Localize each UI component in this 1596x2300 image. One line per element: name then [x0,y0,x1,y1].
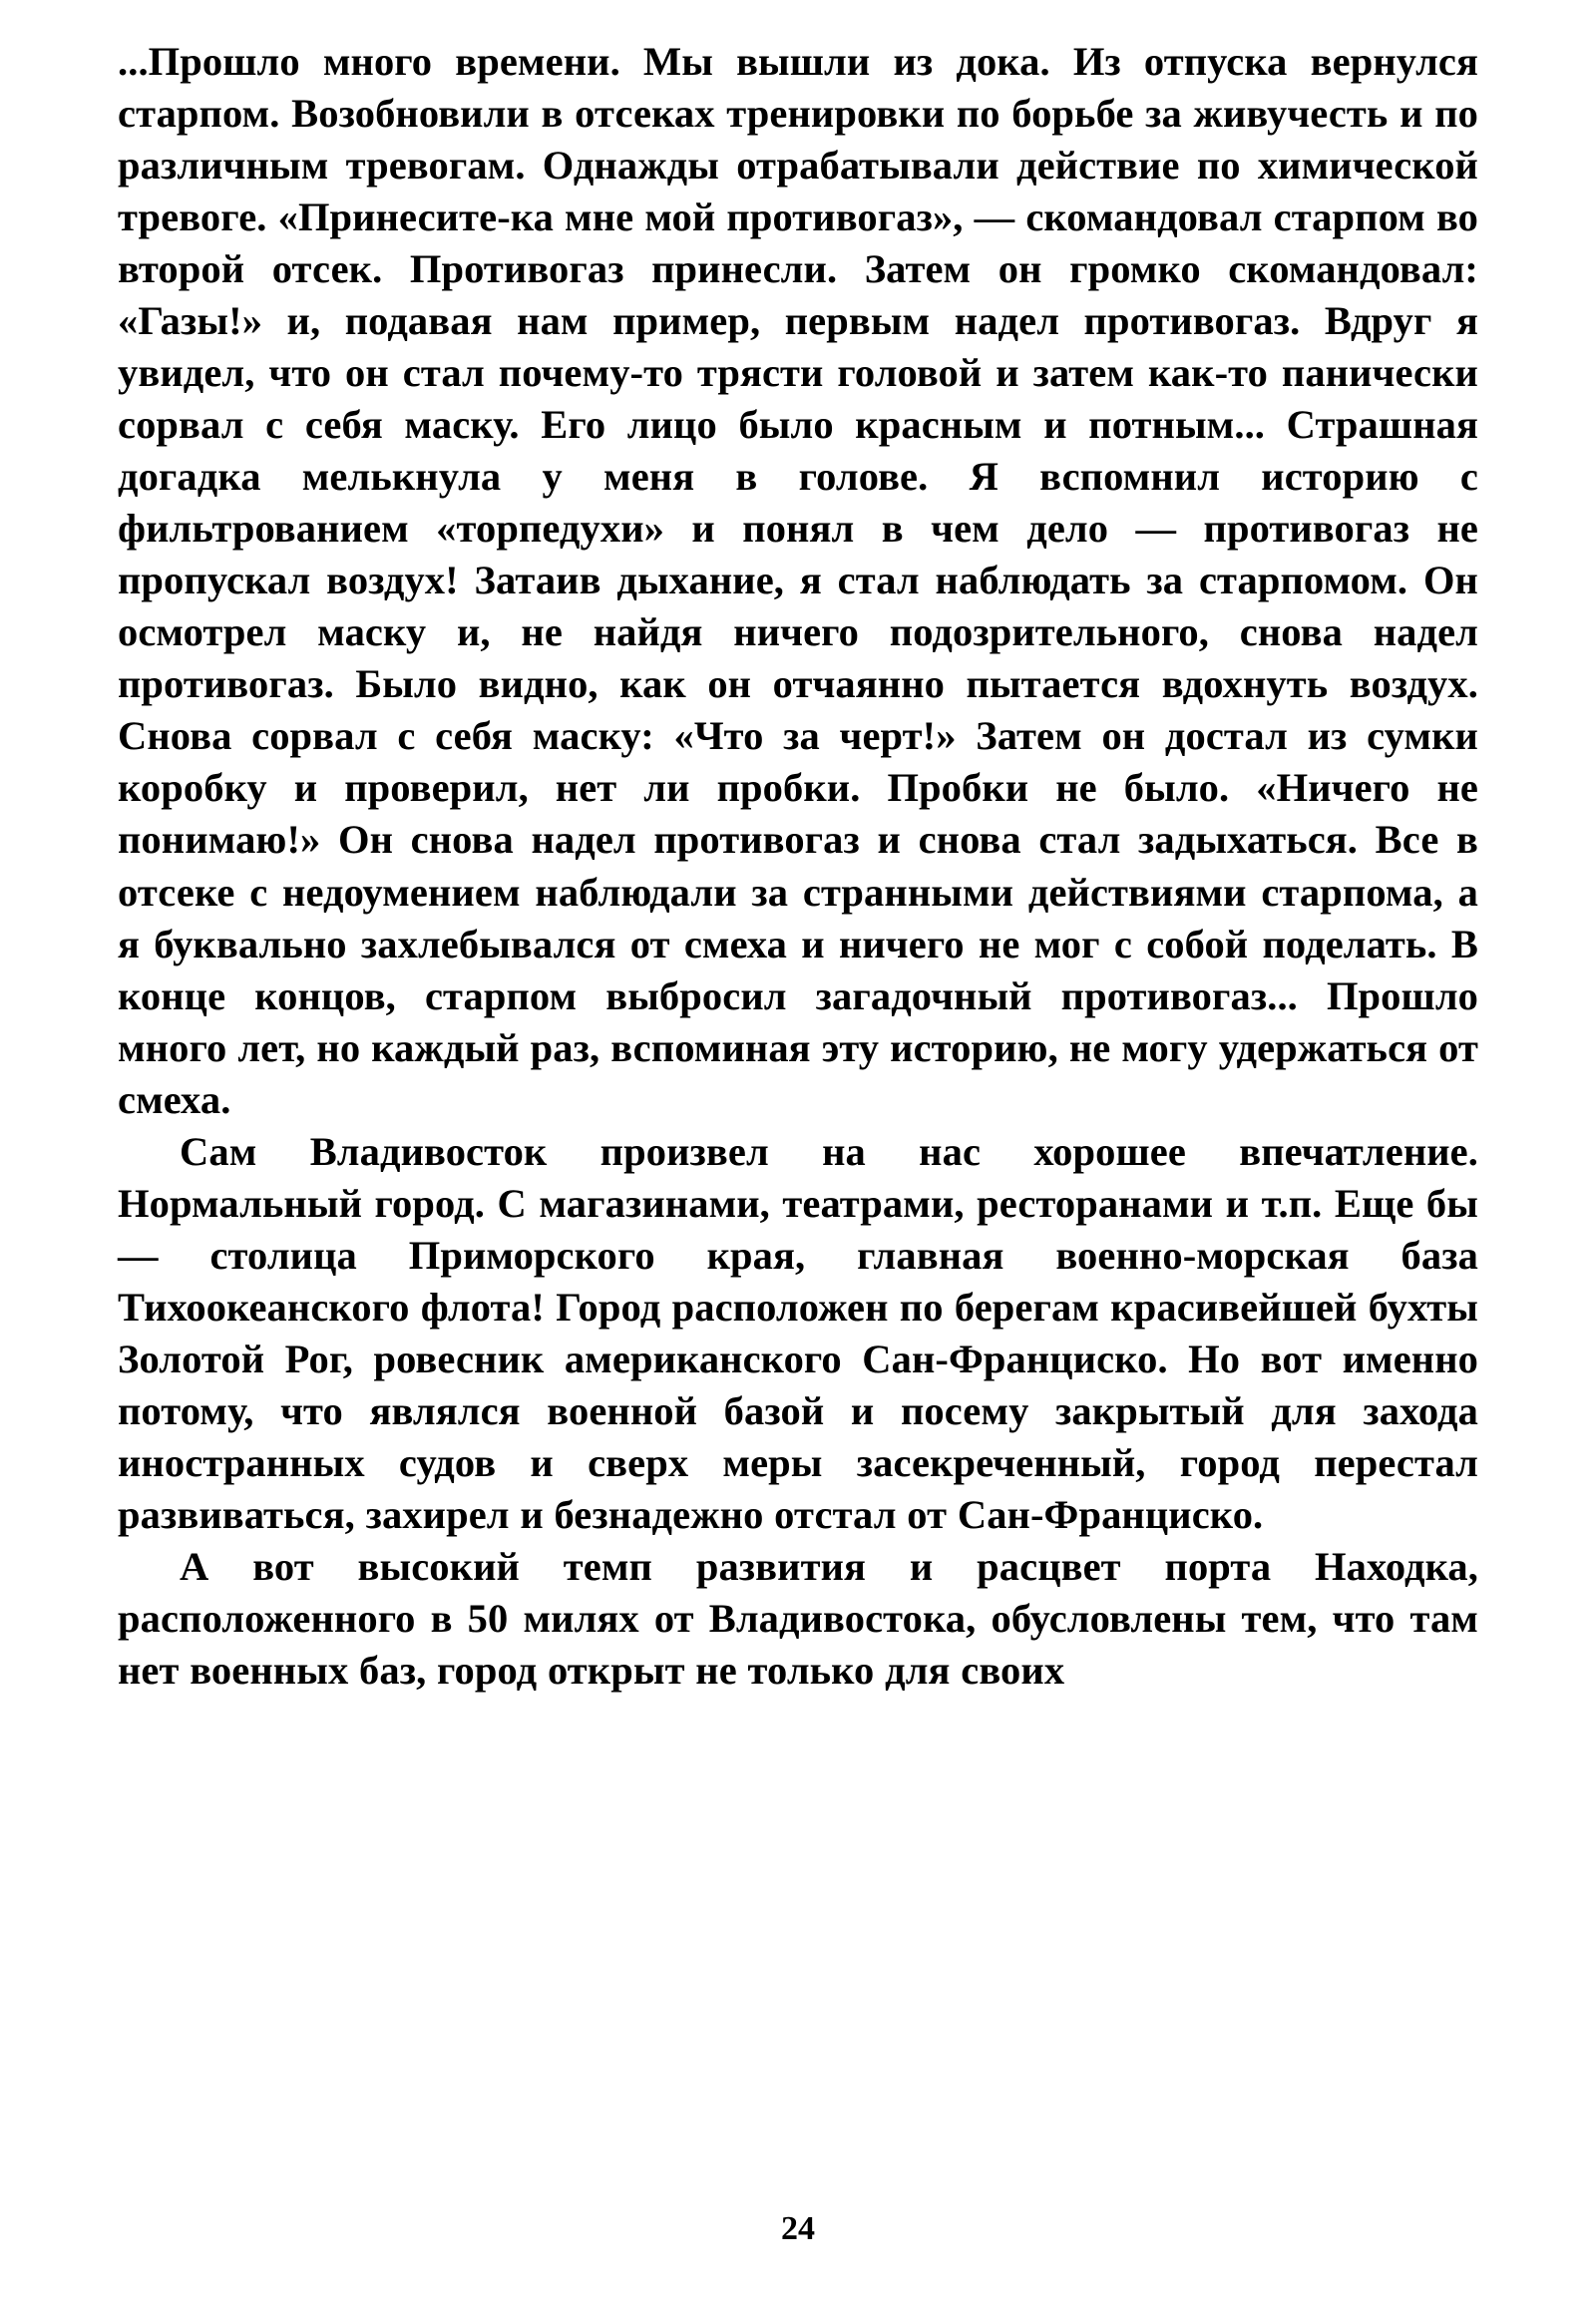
paragraph: А вот высокий темп развития и расцвет порта Находка, расположенного в 50 милях от Владивостока, обусловлены тем, что там нет военных баз, город открыт не только для своих [118,1543,1478,1693]
page-body-text [118,36,1478,1697]
paragraph: ...Прошло много времени. Мы вышли из дока. Из отпуска вернулся старпом. Возобновили в отсеках тренировки по борьбе за живучесть и по различным тревогам. Однажды отрабатывали действие по химической тревоге. «Принесите-ка мне мой противогаз», — скомандовал старпом во второй отсек. Противогаз принесли. Затем он громко скомандовал: «Газы!» и, подавая нам пример, первым надел противогаз. Вдруг я увидел, что он стал почему-то трясти головой и затем как-то панически сорвал с себя маску. Его лицо было красным и потным... Страшная догадка мелькнула у меня в голове. Я вспомнил историю с фильтрованием «торпедухи» и понял в чем дело — противогаз не пропускал воздух! Затаив дыхание, я стал наблюдать за старпомом. Он осмотрел маску и, не найдя ничего подозрительного, снова надел противогаз. Было видно, как он отчаянно пытается вдохнуть воздух. Снова сорвал с себя маску: «Что за черт!» Затем он достал из сумки коробку и проверил, нет ли пробки. Пробки не было. «Ничего не понимаю!» Он снова надел противогаз и снова стал задыхаться. Все в отсеке с недоумением наблюдали за странными действиями старпома, а я буквально захлебывался от смеха и ничего не мог с собой поделать. В конце концов, старпом выбросил загадочный противогаз... Прошло много лет, но каждый раз, вспоминая эту историю, не могу удержаться от смеха. [118,39,1478,1122]
page-number: 24 [781,2210,815,2247]
paragraph: Сам Владивосток произвел на нас хорошее впечатление. Нормальный город. С магазинами, театрами, ресторанами и т.п. Еще бы — столица Приморского края, главная военно-морская база Тихоокеанского флота! Город расположен по берегам красивейшей бухты Золотой Рог, ровесник американского Сан-Франциско. Но вот именно потому, что являлся военной базой и посему закрытый для захода иностранных судов и сверх меры засекреченный, город перестал развиваться, захирел и безнадежно отстал от Сан-Франциско. [118,1128,1478,1537]
